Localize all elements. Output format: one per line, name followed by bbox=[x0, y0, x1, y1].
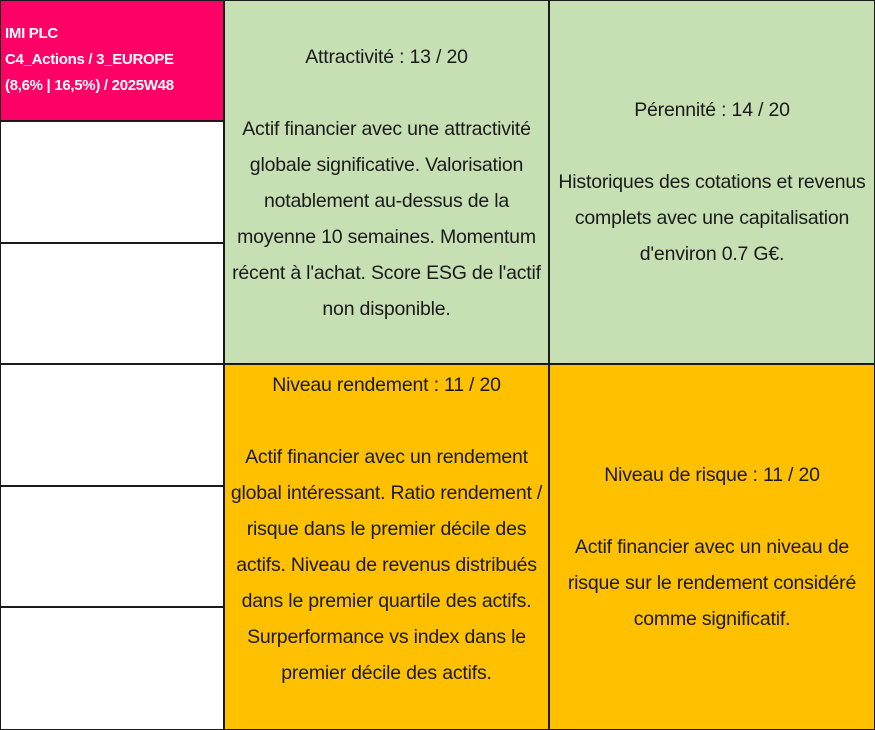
empty-cell bbox=[0, 243, 224, 364]
asset-category: C4_Actions / 3_EUROPE bbox=[5, 51, 174, 68]
asset-title-cell bbox=[0, 0, 224, 121]
rendement-panel bbox=[224, 364, 549, 730]
asset-name: IMI PLC bbox=[5, 25, 58, 42]
attractivite-panel bbox=[224, 0, 549, 364]
empty-cell bbox=[0, 364, 224, 486]
rendement-text: Actif financier avec un rendement global intéressant. Ratio rendement / risque dans le premier décile des actifs. Niveau de revenus distribués dans le premier quartile des actifs. Surperformance vs index dans le premier décile des actifs. bbox=[230, 446, 543, 684]
empty-cell bbox=[0, 486, 224, 607]
perennite-text: Historiques des cotations et revenus complets avec une capitalisation d'environ 0.7 G€. bbox=[558, 171, 866, 265]
perennite-title: Pérennité : 14 / 20 bbox=[634, 99, 790, 121]
asset-stats: (8,6% | 16,5%) / 2025W48 bbox=[5, 77, 174, 94]
empty-cell bbox=[0, 607, 224, 730]
risque-text: Actif financier avec un niveau de risque sur le rendement considéré comme significatif. bbox=[567, 536, 857, 630]
rendement-title: Niveau rendement : 11 / 20 bbox=[272, 374, 501, 396]
attractivite-title: Attractivité : 13 / 20 bbox=[305, 46, 468, 68]
perennite-panel bbox=[549, 0, 875, 364]
attractivite-text: Actif financier avec une attractivité globale significative. Valorisation notablement au-dessus de la moyenne 10 semaines. Momentum récent à l'achat. Score ESG de l'actif non disponible. bbox=[232, 118, 541, 320]
risque-panel bbox=[549, 364, 875, 730]
empty-cell bbox=[0, 121, 224, 243]
risque-title: Niveau de risque : 11 / 20 bbox=[604, 464, 820, 486]
